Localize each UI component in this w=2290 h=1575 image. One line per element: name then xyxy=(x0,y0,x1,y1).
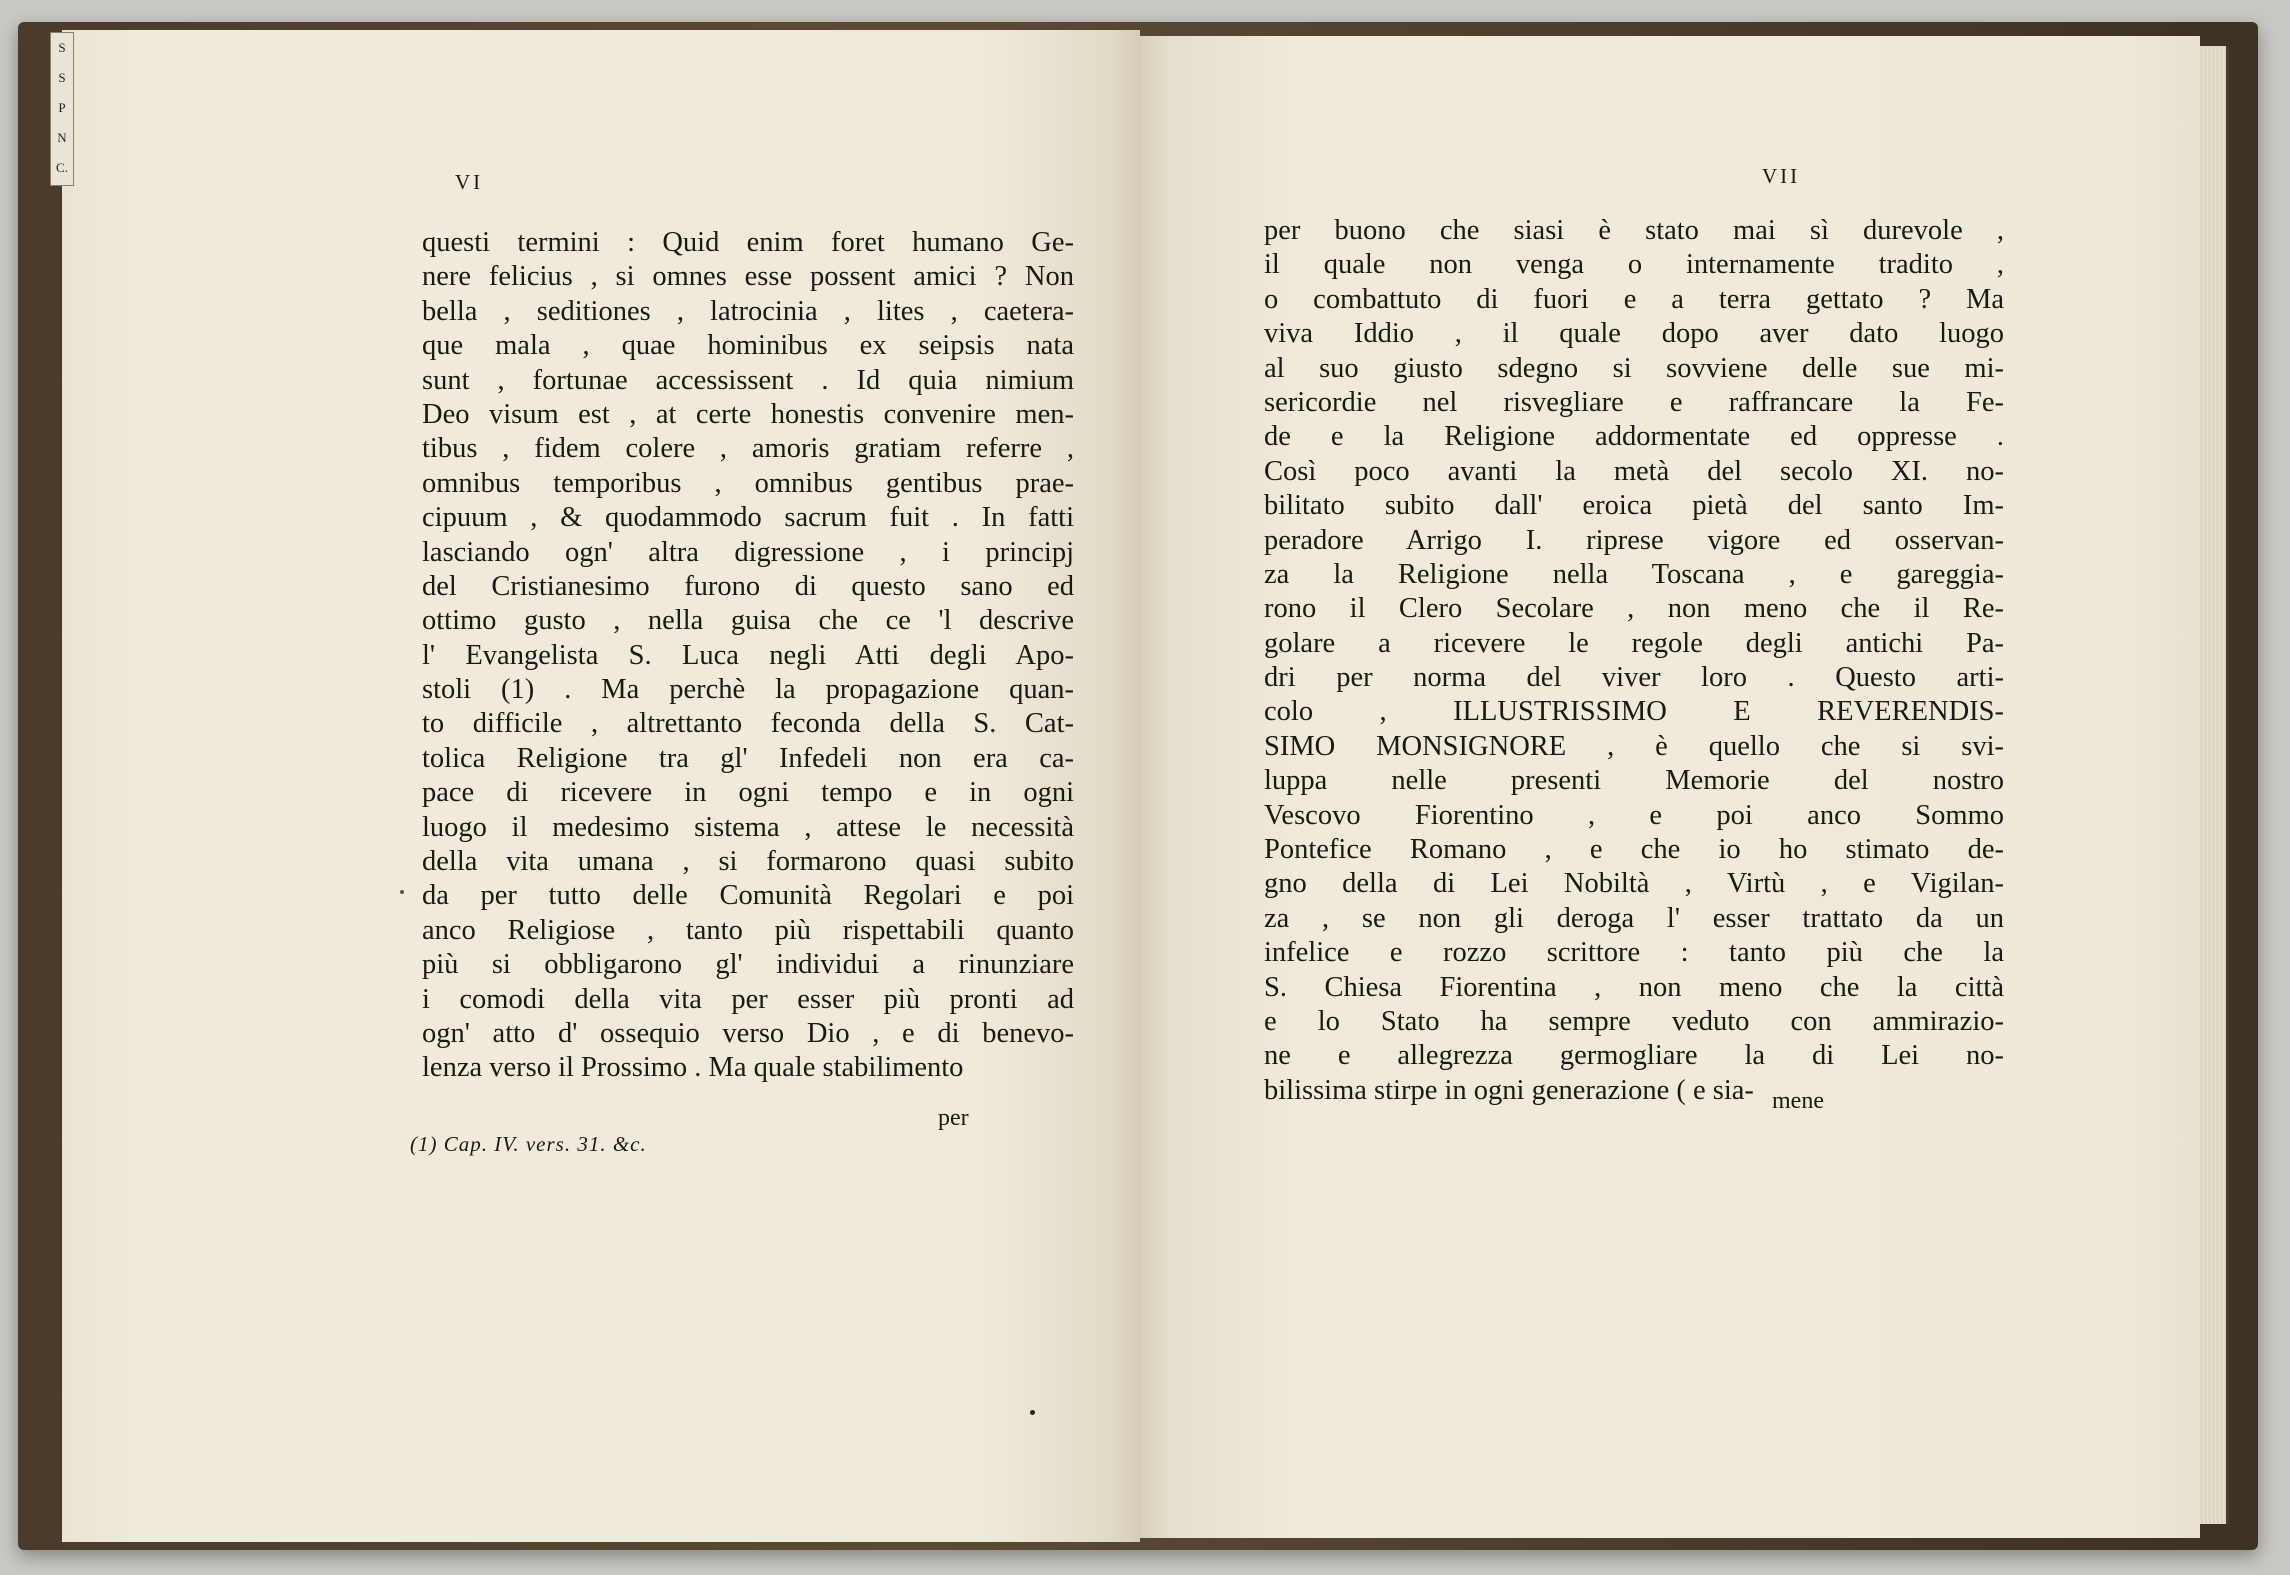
text-line: sunt , fortunae accessissent . Id quia nimium xyxy=(422,364,1074,396)
text-line: al suo giusto sdegno si sovviene delle sue mi- xyxy=(1264,352,2004,384)
text-line: lasciando ogn' altra digressione , i principj xyxy=(422,536,1074,568)
text-line: za , se non gli deroga l' esser trattato da un xyxy=(1264,902,2004,934)
spine-label xyxy=(50,32,74,186)
text-line: luogo il medesimo sistema , attese le necessità xyxy=(422,811,1074,843)
text-line: za la Religione nella Toscana , e gareggia- xyxy=(1264,558,2004,590)
text-line: de e la Religione addormentate ed oppresse . xyxy=(1264,421,2004,453)
text-line: per buono che siasi è stato mai sì durevole , xyxy=(1264,215,2004,246)
text-line: del Cristianesimo furono di questo sano ed xyxy=(422,570,1074,602)
text-line: que mala , quae hominibus ex seipsis nata xyxy=(422,330,1074,362)
text-line: lenza verso il Prossimo . Ma quale stabilimento xyxy=(422,1052,964,1084)
text-line: Deo visum est , at certe honestis convenire men- xyxy=(422,398,1074,430)
text-line: bilissima stirpe in ogni generazione ( e sia- xyxy=(1264,1074,1754,1106)
text-line: questi termini : Quid enim foret humano Ge- xyxy=(422,227,1074,258)
right-running-head: VII xyxy=(1762,164,1801,188)
text-line: bilitato subito dall' eroica pietà del santo Im- xyxy=(1264,490,2004,522)
left-body-text xyxy=(422,226,1074,1086)
right-catchword: mene xyxy=(1772,1088,1824,1114)
ink-dot xyxy=(400,890,404,894)
text-line: l' Evangelista S. Luca negli Atti degli Apo- xyxy=(422,639,1074,671)
text-line: infelice e rozzo scrittore : tanto più che la xyxy=(1264,937,2004,969)
text-line: più si obbligarono gl' individui a rinunziare xyxy=(422,949,1074,981)
text-line: sericordie nel risvegliare e raffrancare la Fe- xyxy=(1264,386,2004,418)
text-line: tibus , fidem colere , amoris gratiam referre , xyxy=(422,433,1074,465)
text-line: o combattuto di fuori e a terra gettato ? Ma xyxy=(1264,283,2004,315)
text-line: della vita umana , si formarono quasi subito xyxy=(422,846,1074,878)
text-line: cipuum , & quodammodo sacrum fuit . In fatti xyxy=(422,502,1074,534)
text-line: ottimo gusto , nella guisa che ce 'l descrive xyxy=(422,605,1074,637)
ink-dot xyxy=(1030,1410,1035,1415)
text-line: il quale non venga o internamente tradito , xyxy=(1264,249,2004,281)
text-line: da per tutto delle Comunità Regolari e poi xyxy=(422,880,1074,912)
spine-label-letter: S xyxy=(58,40,66,55)
text-line: Vescovo Fiorentino , e poi anco Sommo xyxy=(1264,799,2004,831)
right-body-text xyxy=(1264,214,2004,1108)
text-line: to difficile , altrettanto feconda della S. Cat- xyxy=(422,708,1074,740)
text-line: bella , seditiones , latrocinia , lites , caetera- xyxy=(422,295,1074,327)
spine-label-letter: P xyxy=(58,100,66,115)
text-line: ogn' atto d' ossequio verso Dio , e di benevo- xyxy=(422,1017,1074,1049)
text-line: golare a ricevere le regole degli antichi Pa- xyxy=(1264,627,2004,659)
page-edges xyxy=(2200,46,2229,1524)
text-line: viva Iddio , il quale dopo aver dato luogo xyxy=(1264,318,2004,350)
text-line: S. Chiesa Fiorentina , non meno che la città xyxy=(1264,971,2004,1003)
text-line: pace di ricevere in ogni tempo e in ogni xyxy=(422,777,1074,809)
text-line: omnibus temporibus , omnibus gentibus prae- xyxy=(422,467,1074,499)
text-line: Così poco avanti la metà del secolo XI. no- xyxy=(1264,455,2004,487)
text-line: ne e allegrezza germogliare la di Lei no- xyxy=(1264,1040,2004,1072)
text-line: stoli (1) . Ma perchè la propagazione quan- xyxy=(422,674,1074,706)
spine-label-letter: S xyxy=(58,70,66,85)
spine-label-letter: N xyxy=(57,130,67,145)
text-line: i comodi della vita per esser più pronti ad xyxy=(422,983,1074,1015)
text-line: nere felicius , si omnes esse possent amici ? Non xyxy=(422,261,1074,293)
text-line: rono il Clero Secolare , non meno che il Re- xyxy=(1264,593,2004,625)
text-line: Pontefice Romano , e che io ho stimato de- xyxy=(1264,834,2004,866)
text-line: e lo Stato ha sempre veduto con ammirazio- xyxy=(1264,1005,2004,1037)
left-running-head: VI xyxy=(455,170,484,194)
spine-label-letter: C. xyxy=(56,160,68,175)
left-page xyxy=(62,30,1140,1542)
text-line: tolica Religione tra gl' Infedeli non era ca- xyxy=(422,742,1074,774)
text-line: gno della di Lei Nobiltà , Virtù , e Vigilan- xyxy=(1264,868,2004,900)
text-line: peradore Arrigo I. riprese vigore ed osservan- xyxy=(1264,524,2004,556)
text-line: SIMO MONSIGNORE , è quello che si svi- xyxy=(1264,730,2004,762)
text-line: luppa nelle presenti Memorie del nostro xyxy=(1264,765,2004,797)
text-line: dri per norma del viver loro . Questo arti- xyxy=(1264,662,2004,694)
text-line: colo , ILLUSTRISSIMO E REVERENDIS- xyxy=(1264,696,2004,728)
left-footnote: (1) Cap. IV. vers. 31. &c. xyxy=(410,1132,647,1156)
left-catchword: per xyxy=(938,1105,969,1131)
right-page xyxy=(1140,36,2200,1538)
text-line: anco Religiose , tanto più rispettabili quanto xyxy=(422,914,1074,946)
